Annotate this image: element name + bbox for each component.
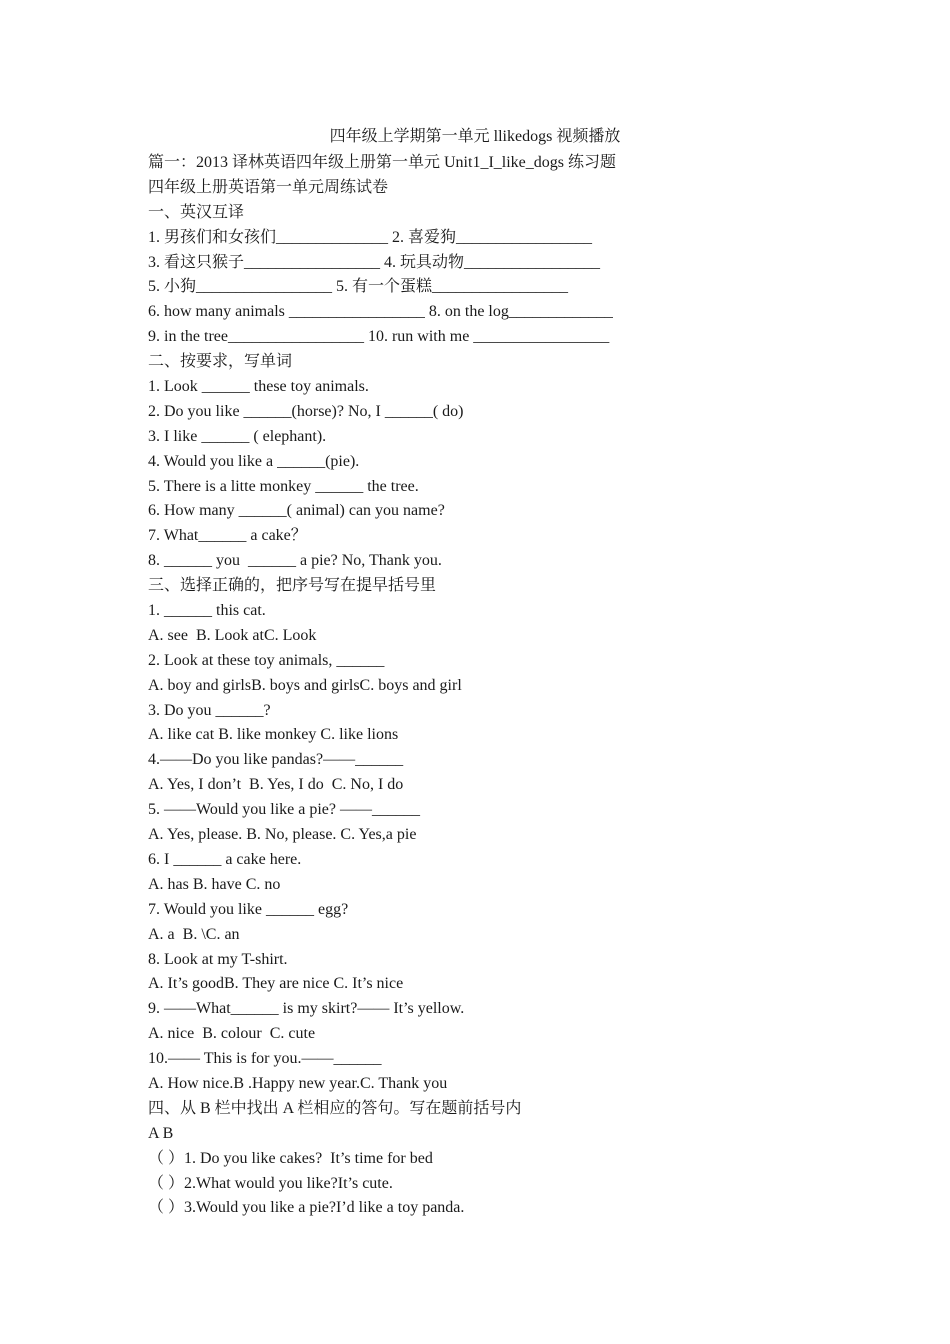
text-line: 1. Look ______ these toy animals. [148,378,369,396]
text-line: 6. how many animals _________________ 8. on the log_____________ [148,303,613,321]
text-line: A. It’s goodB. They are nice C. It’s nice [148,975,404,993]
text-line: A. Yes, I don’t B. Yes, I do C. No, I do [148,776,404,794]
text-line: 5. 小狗_________________ 5. 有一个蛋糕_________________ [148,278,569,296]
text-line: 7. What______ a cake？ [148,527,307,545]
text-line: A. How nice.B .Happy new year.C. Thank you [148,1074,448,1092]
text-line: A. see B. Look atC. Look [148,626,317,644]
text-line: 四、从 B 栏中找出 A 栏相应的答句。写在题前括号内 [148,1099,522,1117]
text-line: A. a B. \C. an [148,925,240,943]
text-line: 4. Would you like a ______(pie). [148,452,360,470]
text-line: 4.——Do you like pandas?——______ [148,751,404,769]
text-line: 1. 男孩们和女孩们______________ 2. 喜爱狗_________________ [148,228,593,246]
text-line: 5. ——Would you like a pie? ——______ [148,801,421,819]
text-line: （ ）1. Do you like cakes? It’s time for bed [148,1149,433,1167]
text-line: 3. I like ______ ( elephant). [148,427,327,445]
text-line: 7. Would you like ______ egg? [148,900,349,918]
text-line: 三、选择正确的，把序号写在提早括号里 [148,577,437,595]
text-line: 篇一：2013 译林英语四年级上册第一单元 Unit1_I_like_dogs 练习题 [148,154,616,171]
text-line: A. boy and girlsB. boys and girlsC. boys and girl [148,676,462,694]
text-line: 9. ——What______ is my skirt?—— It’s yellow. [148,1000,465,1018]
text-line: 10.—— This is for you.——______ [148,1050,382,1068]
text-line: 二、按要求，写单词 [148,353,293,371]
text-line: 2. Look at these toy animals, ______ [148,651,385,669]
text-line: 一、英汉互译 [148,203,245,221]
text-line: （ ）3.Would you like a pie?I’d like a toy panda. [148,1199,465,1217]
text-line: 四年级上册英语第一单元周练试卷 [148,178,389,196]
text-line: 9. in the tree_________________ 10. run with me _________________ [148,328,610,346]
text-line: A. has B. have C. no [148,875,281,893]
document-body [148,151,868,1221]
text-line: 1. ______ this cat. [148,602,266,620]
document-title: 四年级上学期第一单元 llikedogs 视频播放 [329,128,621,145]
text-line: 8. ______ you ______ a pie? No, Thank you. [148,552,442,570]
text-line: 8. Look at my T-shirt. [148,950,288,968]
text-line: 5. There is a litte monkey ______ the tree. [148,477,419,495]
text-line: A. nice B. colour C. cute [148,1025,316,1043]
text-line: 6. I ______ a cake here. [148,850,302,868]
text-line: （ ）2.What would you like?It’s cute. [148,1174,393,1192]
text-line: A. like cat B. like monkey C. like lions [148,726,399,744]
text-line: 3. 看这只猴子_________________ 4. 玩具动物_________________ [148,253,601,271]
text-line: A. Yes, please. B. No, please. C. Yes,a pie [148,826,417,844]
text-line: 2. Do you like ______(horse)? No, I ______( do) [148,402,464,420]
text-line: 6. How many ______( animal) can you name? [148,502,445,520]
text-line: A B [148,1124,174,1142]
text-line: 3. Do you ______? [148,701,271,719]
